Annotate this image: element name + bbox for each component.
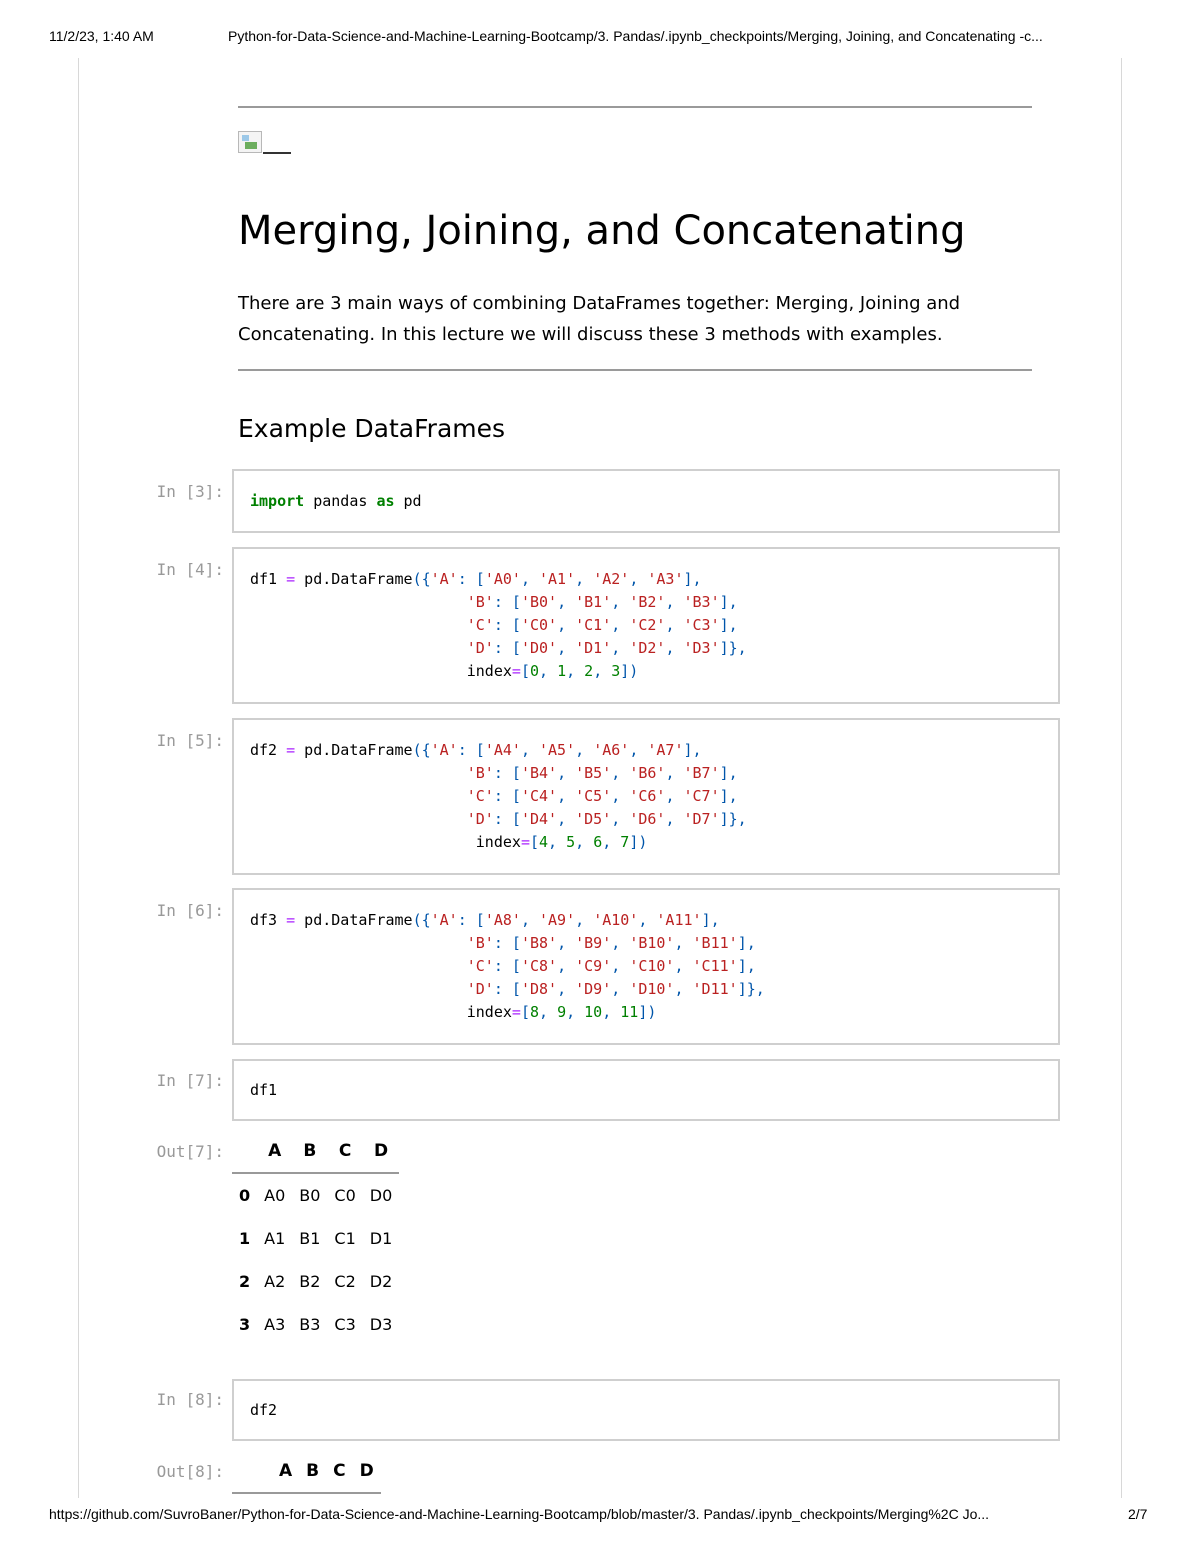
code-cell[interactable] <box>232 718 1060 875</box>
horizontal-rule <box>238 369 1032 372</box>
code-text: df3 = pd.DataFrame({'A': ['A8', 'A9', 'A10', 'A11'], 'B': ['B8', 'B9', 'B10', 'B11'], 'C': ['C8', 'C9', 'C10', 'C11'], 'D': ['D8', 'D9', 'D10', 'D11']}, index=[8, 9, 10, 11]) <box>250 911 765 1021</box>
input-prompt: In [4]: <box>156 560 224 579</box>
output-prompt: Out[7]: <box>156 1142 224 1161</box>
broken-image-icon <box>238 131 262 153</box>
intro-line-2: Concatenating. In this lecture we will discuss these 3 methods with examples. <box>238 324 943 345</box>
table-row <box>232 1173 399 1217</box>
table-cell: D1 <box>369 1229 393 1248</box>
print-page-title: Python-for-Data-Science-and-Machine-Learning-Bootcamp/3. Pandas/.ipynb_checkpoints/Merging, Joining, and Concatenating -c... <box>228 28 1043 44</box>
code-cell[interactable] <box>232 469 1060 533</box>
input-prompt: In [6]: <box>156 901 224 920</box>
row-index: 3 <box>239 1315 251 1334</box>
column-header: D <box>353 1450 381 1493</box>
horizontal-rule <box>238 106 1032 109</box>
column-header: B <box>292 1130 327 1173</box>
section-heading: Example DataFrames <box>238 414 506 443</box>
code-cell[interactable] <box>232 1379 1060 1441</box>
column-header: A <box>257 1130 292 1173</box>
index-header <box>232 1130 257 1173</box>
df1-output-table <box>232 1130 399 1346</box>
notebook-title: Merging, Joining, and Concatenating <box>238 208 966 254</box>
row-index: 1 <box>239 1229 251 1248</box>
broken-image-link[interactable] <box>238 131 294 157</box>
table-cell: C1 <box>334 1229 356 1248</box>
df2-output-table <box>232 1450 381 1494</box>
input-prompt: In [8]: <box>156 1390 224 1409</box>
page-frame-left <box>78 58 79 1498</box>
table-cell: D3 <box>369 1315 393 1334</box>
print-footer <box>0 1506 1200 1526</box>
print-date: 11/2/23, 1:40 AM <box>49 28 154 44</box>
table-cell: A1 <box>264 1229 286 1248</box>
index-header <box>232 1450 272 1493</box>
input-prompt: In [7]: <box>156 1071 224 1090</box>
intro-paragraph <box>238 288 1028 350</box>
table-row <box>232 1217 399 1260</box>
table-row <box>232 1260 399 1303</box>
table-header-row <box>232 1130 399 1173</box>
code-text: df2 = pd.DataFrame({'A': ['A4', 'A5', 'A6', 'A7'], 'B': ['B4', 'B5', 'B6', 'B7'], 'C': ['C4', 'C5', 'C6', 'C7'], 'D': ['D4', 'D5', 'D6', 'D7']}, index=[4, 5, 6, 7]) <box>250 741 747 851</box>
page-frame-right <box>1121 58 1122 1498</box>
input-prompt: In [5]: <box>156 731 224 750</box>
column-header: C <box>326 1450 352 1493</box>
column-header: D <box>363 1130 400 1173</box>
code-text: df1 <box>250 1081 278 1099</box>
table-cell: B2 <box>299 1272 321 1291</box>
code-cell[interactable] <box>232 547 1060 704</box>
table-cell: C3 <box>334 1315 356 1334</box>
page-number: 2/7 <box>1128 1506 1148 1522</box>
print-header <box>0 28 1200 48</box>
code-text: df1 = pd.DataFrame({'A': ['A0', 'A1', 'A2', 'A3'], 'B': ['B0', 'B1', 'B2', 'B3'], 'C': ['C0', 'C1', 'C2', 'C3'], 'D': ['D0', 'D1', 'D2', 'D3']}, index=[0, 1, 2, 3]) <box>250 570 747 680</box>
code-cell[interactable] <box>232 1059 1060 1121</box>
table-cell: B0 <box>299 1186 321 1205</box>
table-cell: A0 <box>264 1186 286 1205</box>
column-header: C <box>327 1130 362 1173</box>
column-header: B <box>299 1450 326 1493</box>
print-url: https://github.com/SuvroBaner/Python-for-Data-Science-and-Machine-Learning-Bootcamp/blob/master/3. Pandas/.ipynb_checkpoints/Merging%2C Jo... <box>49 1506 990 1522</box>
row-index: 2 <box>239 1272 251 1291</box>
table-cell: C0 <box>334 1186 356 1205</box>
row-index: 0 <box>239 1186 251 1205</box>
table-cell: B3 <box>299 1315 321 1334</box>
table-cell: B1 <box>299 1229 321 1248</box>
code-text: df2 <box>250 1401 278 1419</box>
table-cell: A3 <box>264 1315 286 1334</box>
table-header-row <box>232 1450 381 1493</box>
code-text: import pandas as pd <box>250 492 422 510</box>
table-cell: D0 <box>369 1186 393 1205</box>
code-cell[interactable] <box>232 888 1060 1045</box>
table-cell: D2 <box>369 1272 393 1291</box>
intro-line-1: There are 3 main ways of combining DataFrames together: Merging, Joining and <box>238 293 961 314</box>
input-prompt: In [3]: <box>156 482 224 501</box>
output-prompt: Out[8]: <box>156 1462 224 1481</box>
link-underline <box>263 152 291 154</box>
column-header: A <box>272 1450 299 1493</box>
table-row <box>232 1303 399 1346</box>
table-cell: A2 <box>264 1272 286 1291</box>
table-cell: C2 <box>334 1272 356 1291</box>
